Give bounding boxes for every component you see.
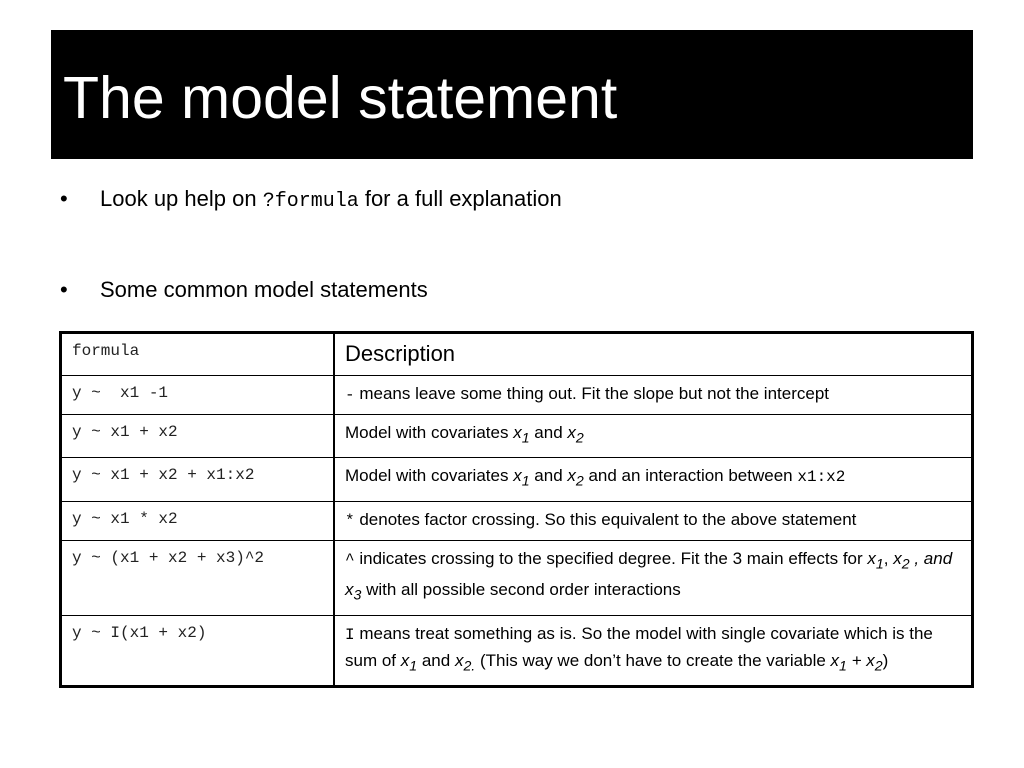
variable: x [513,466,522,486]
table-header-row [61,333,973,376]
variable: x [345,580,354,600]
variable: x [867,548,876,568]
variable: x [830,650,840,670]
operator-code: ^ [345,550,355,569]
operator-code: I [345,625,355,644]
description-text: (This way we don’t have to create the variable [475,650,831,670]
description-cell [334,376,973,415]
table-row [61,415,973,458]
description-text: , [883,548,894,568]
description-text: denotes factor crossing. So this equivalent to the above statement [354,509,857,529]
operator-code: - [345,386,355,404]
description-cell [334,458,973,501]
subscript: 2. [463,657,476,674]
bullet-text-pre: Look up help on [100,186,263,211]
description-text: means leave some thing out. Fit the slope but not the intercept [354,384,829,403]
description-cell [334,501,973,540]
subscript: 1 [521,473,530,490]
bullet-text: Some common model statements [100,277,428,302]
interaction-code: x1:x2 [797,468,846,487]
description-text: and [417,650,455,670]
formula-cell: y ~ x1 + x2 + x1:x2 [61,458,335,501]
title-bar [51,30,973,159]
description-text: Model with covariates [345,466,514,486]
description-text: ) [882,650,889,670]
bullet-text [100,185,562,216]
description-text: and [529,466,568,486]
variable: x [400,650,410,670]
bullet-marker: • [60,186,68,211]
table-row [61,458,973,501]
variable: x [567,423,576,442]
description-cell [334,615,973,686]
variable: x [567,466,576,486]
formula-cell: y ~ x1 -1 [61,376,335,415]
header-description: Description [334,333,973,376]
slide-title: The model statement [63,65,618,131]
description-cell [334,415,973,458]
description-text: with all possible second order interactions [361,580,681,600]
description-text: and an interaction between [583,466,798,486]
variable: x [893,548,902,568]
variable: x [513,423,522,442]
bullet-marker: • [60,277,68,302]
subscript: 1 [839,657,847,674]
formula-cell: y ~ x1 + x2 [61,415,335,458]
table-row [61,615,973,686]
table-row [61,540,973,615]
table-row [61,376,973,415]
subscript: 3 [353,587,362,604]
subscript: 2 [901,556,910,573]
description-text: means treat something as is. So the model with single covariate which is the sum of [345,623,933,670]
operator-code: * [345,511,355,530]
formula-cell: y ~ x1 * x2 [61,501,335,540]
variable: x [454,650,464,670]
formula-code: ?formula [262,190,359,213]
subscript: 1 [409,657,418,674]
description-text: + [846,650,867,670]
formula-cell: y ~ I(x1 + x2) [61,615,335,686]
subscript: 2 [575,430,584,447]
description-cell [334,540,973,615]
variable: x [866,650,875,670]
header-formula: formula [61,333,335,376]
formula-cell: y ~ (x1 + x2 + x3)^2 [61,540,335,615]
subscript: 2 [575,473,584,490]
bullet-text-post: for a full explanation [358,186,562,211]
subscript: 2 [874,657,883,674]
description-text: indicates crossing to the specified degree. Fit the 3 main effects for [354,548,868,568]
description-text: and [529,423,568,442]
subscript: 1 [875,556,884,573]
description-text: Model with covariates [345,423,514,442]
description-text: , and [909,548,953,568]
table-row [61,501,973,540]
model-statements-table [59,331,974,688]
subscript: 1 [521,430,530,447]
